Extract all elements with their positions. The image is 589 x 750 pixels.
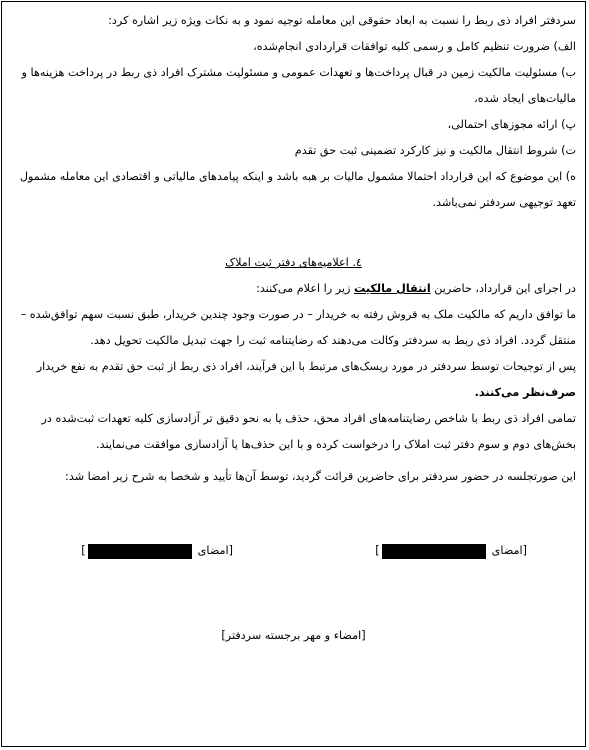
signature-label: [امضای (197, 544, 233, 557)
declaration-after: زیر را اعلام می‌کنند: (256, 282, 354, 295)
signature-bracket: ] (81, 544, 86, 557)
paragraph-priority (11, 354, 576, 406)
declaration-emphasis: انتقال مالکیت (353, 282, 431, 295)
signature-bracket: ] (375, 544, 380, 557)
signature-label: [امضای (491, 544, 527, 557)
section-heading (11, 250, 576, 276)
signature-block-1 (375, 541, 527, 561)
point-te: ت) شروط انتقال مالکیت و نیز کارکرد تضمینی ثبت حق تقدم (294, 144, 576, 157)
signature-row (2, 541, 585, 561)
document-page (1, 1, 586, 747)
redacted-name (382, 544, 486, 559)
paragraph-release: تمامی افراد ذی ربط با شاخص رضایتنامه‌های افراد محق، حذف یا به نحو دقیق تر آزادسازی کلیه تعهدات ثبت‌شده در بخش‌های دوم و سوم دفتر ثبت املاک را درخواست کرده و با این حذف‌ها یا آزادسازی موافقت می‌نمایند. (41, 412, 576, 451)
document-body (11, 8, 576, 490)
notary-seal: [امضاء و مهر برجسته سردفتر] (221, 629, 366, 642)
paragraph-priority-emphasis: صرف‌نظر می‌کنند. (474, 386, 576, 399)
section-heading-text: ٤. اعلامیه‌های دفتر ثبت املاک (225, 256, 362, 269)
spacer (11, 216, 576, 238)
point-alef: الف) ضرورت تنظیم کامل و رسمی کلیه توافقات قراردادی انجام‌شده، (253, 40, 576, 53)
paragraph-transfer: ما توافق داریم که مالکیت ملک به فروش رفته به خریدار – در صورت وجود چندین خریدار، طبق نسبت سهم توافق‌شده – منتقل گردد. افراد ذی ربط به سردفتر وکالت می‌دهند که رضایتنامه ثبت را جهت تبدیل مالکیت تحویل دهد. (20, 308, 576, 347)
point-he: ه) این موضوع که این قرارداد احتمالا مشمول مالیات بر هبه باشد و اینکه پیامدهای مالیاتی و اقتصادی این معامله مشمول تعهد توجیهی سردفتر نمی‌باشد. (19, 170, 576, 209)
point-pe: پ) ارائه مجوزهای احتمالی، (447, 118, 576, 131)
declaration-text (11, 276, 576, 302)
point-be: ب) مسئولیت مالکیت زمین در قبال پرداخت‌ها و تعهدات عمومی و مسئولیت مشترک افراد ذی ربط در پرداخت هزینه‌ها و مالیات‌های ایجاد شده، (21, 66, 576, 105)
paragraph-priority-text: پس از توجیحات توسط سردفتر در مورد ریسک‌های مرتبط با این فرآیند، افراد ذی ربط از ثبت حق تقدم به نفع خریدار (36, 360, 576, 373)
intro-text: سردفتر افراد ذی ربط را نسبت به ابعاد حقوقی این معامله توجیه نمود و به نکات ویژه زیر اشاره کرد: (108, 14, 576, 27)
redacted-name (88, 544, 192, 559)
declaration-before: در اجرای این قرارداد، حاضرین (430, 282, 576, 295)
signature-block-2 (81, 541, 233, 561)
closing-text: این صورتجلسه در حضور سردفتر برای حاضرین قرائت گردید، توسط آن‌ها تأیید و شخصا به شرح زیر امضا شد: (65, 470, 576, 483)
